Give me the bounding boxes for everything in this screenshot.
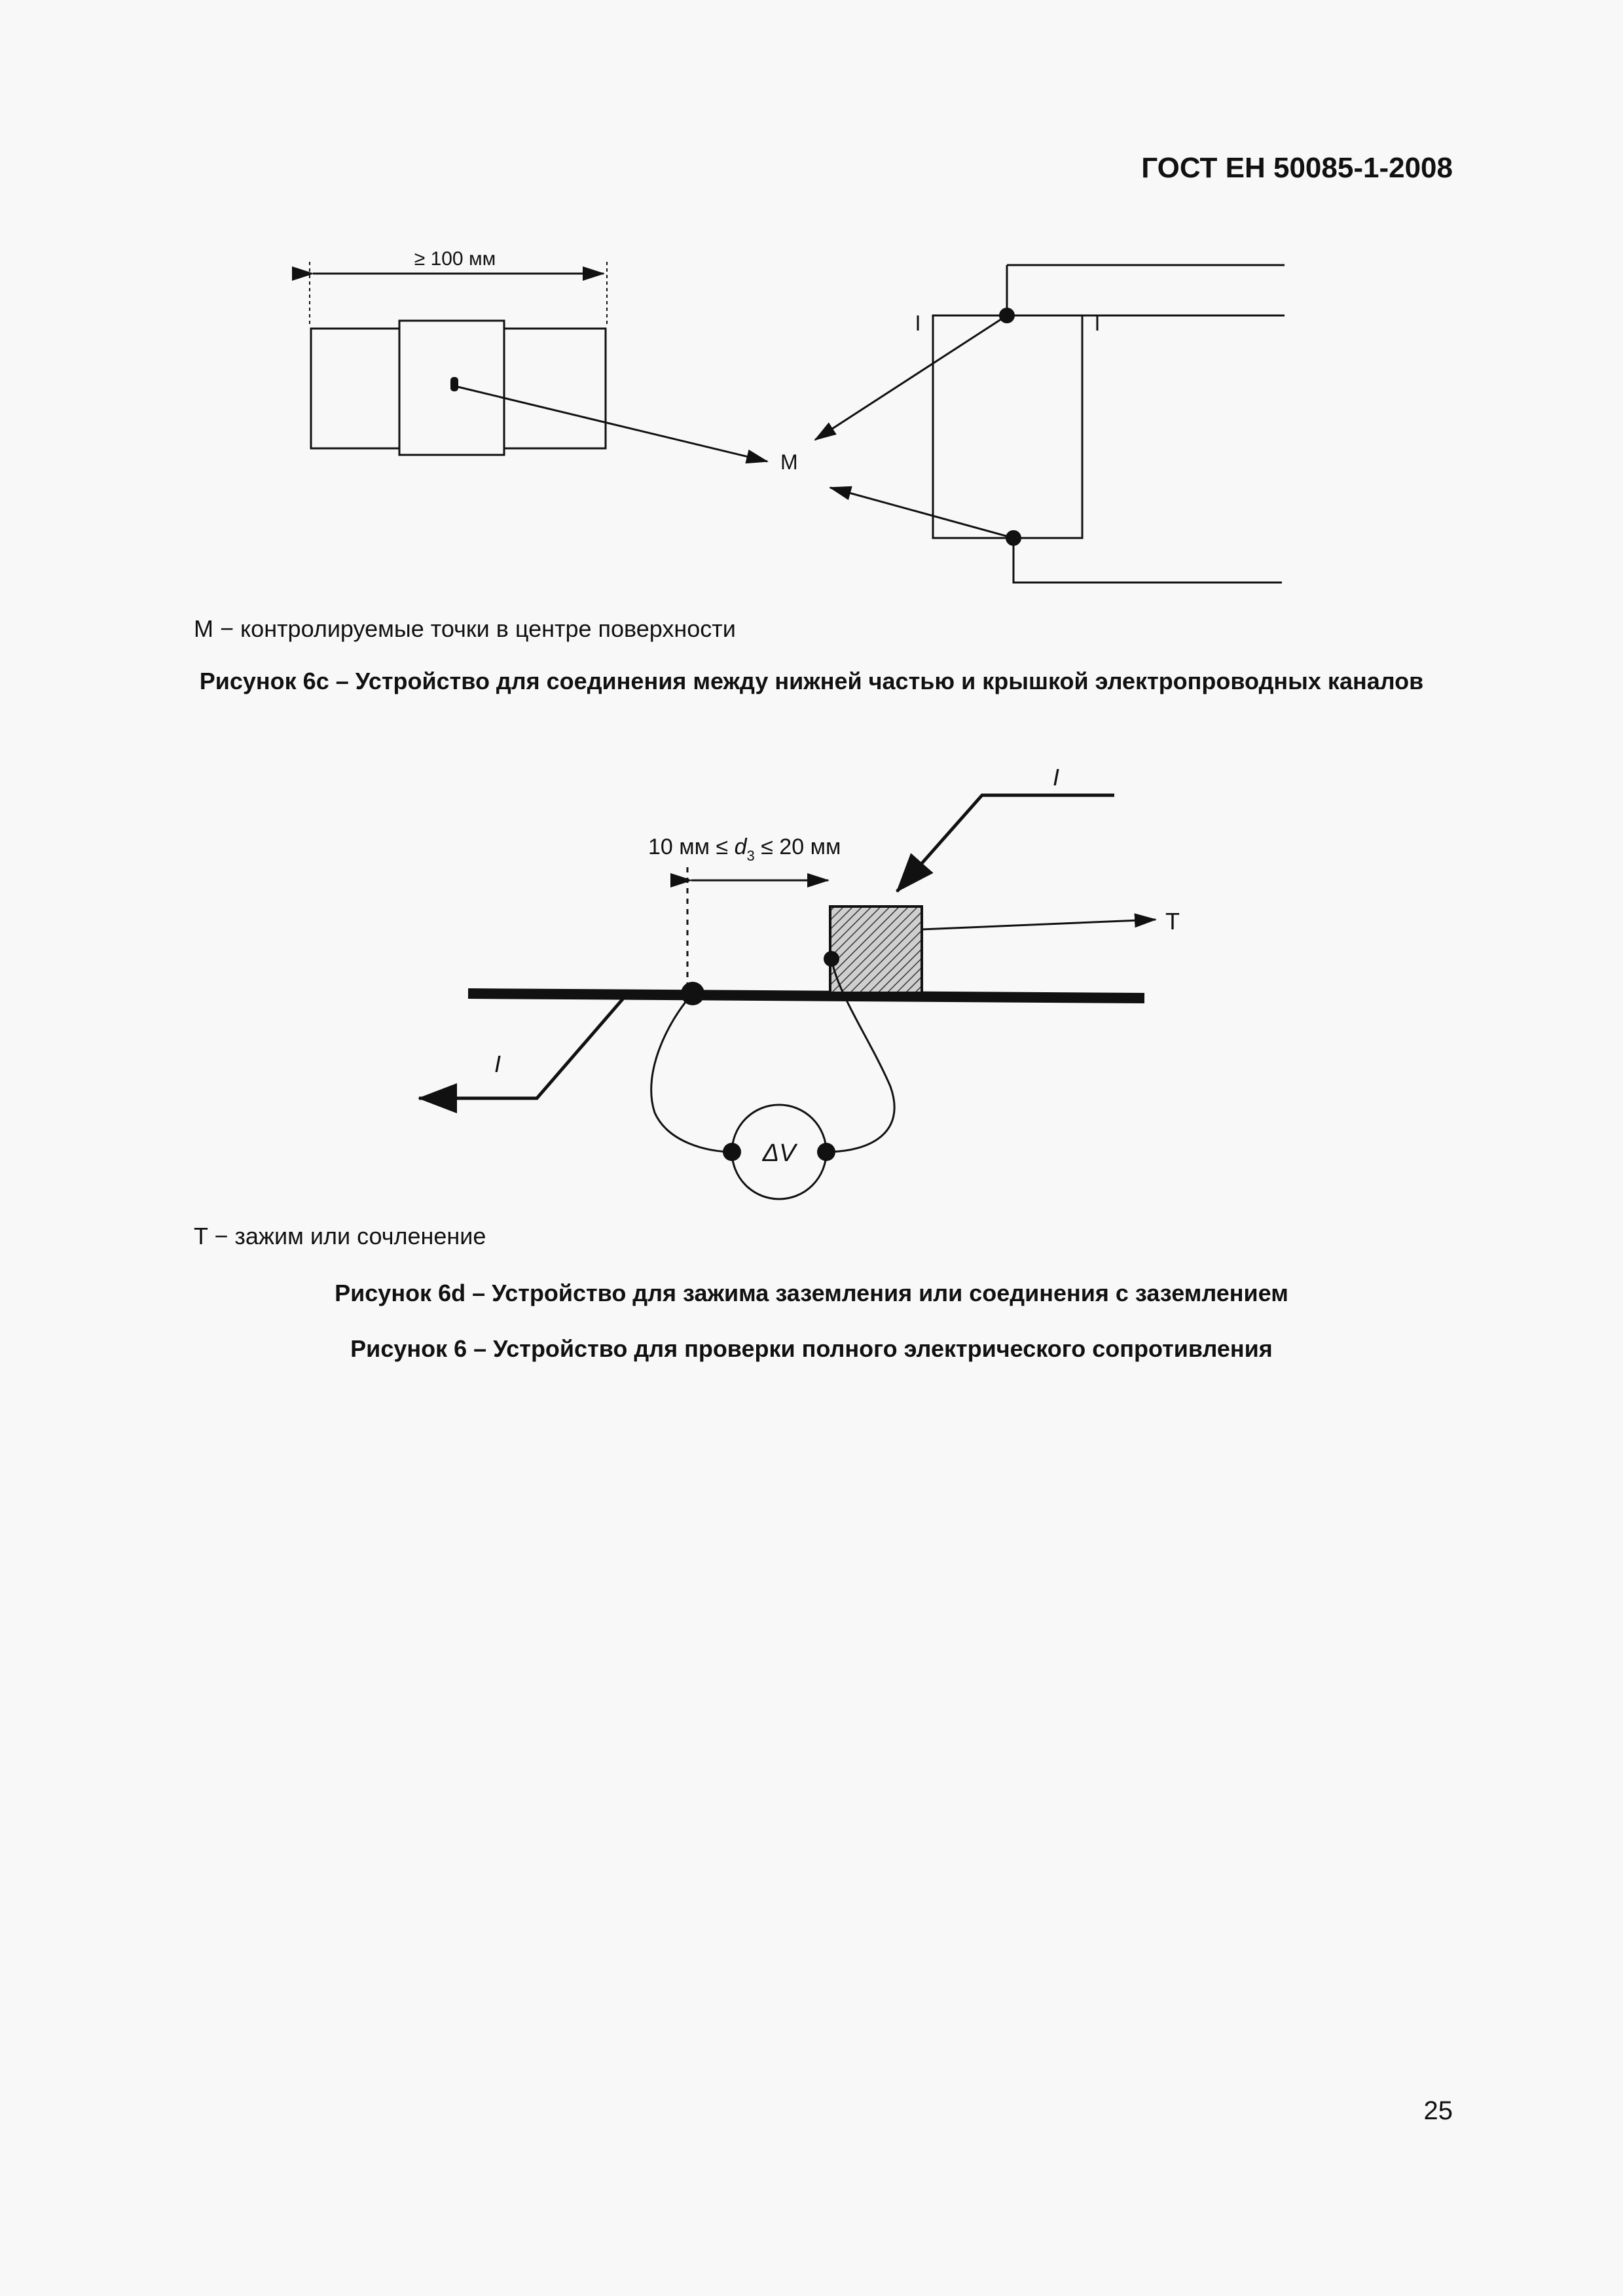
figure-6d-legend: T − зажим или сочленение — [194, 1223, 486, 1249]
voltmeter-label: ΔV — [762, 1139, 796, 1167]
point-label-m: M — [780, 450, 798, 474]
current-out-lead — [419, 996, 625, 1098]
voltmeter-terminal-left — [723, 1143, 741, 1161]
dimension-label: ≥ 100 мм — [414, 248, 496, 270]
terminal-label: T — [1165, 908, 1180, 935]
figure-6c-caption: Рисунок 6c – Устройство для соединения между нижней частью и крышкой электропроводных каналов — [199, 668, 1424, 694]
distance-label: 10 мм ≤ $d_3 \le 20$ мм — [648, 834, 841, 864]
voltmeter-terminal-right — [817, 1143, 835, 1161]
figure-6d-caption: Рисунок 6d – Устройство для зажима заземления или соединения с заземлением — [335, 1280, 1288, 1306]
current-label-top: I — [1053, 764, 1060, 791]
voltmeter-lead-left — [651, 994, 732, 1152]
figure-6-caption: Рисунок 6 – Устройство для проверки полного электрического сопротивления — [350, 1335, 1273, 1362]
terminal-arrow — [922, 920, 1156, 929]
page-number: 25 — [1423, 2096, 1453, 2125]
terminal-block — [830, 906, 922, 993]
conductor-bar — [468, 994, 1144, 998]
standard-code: ГОСТ ЕН 50085-1-2008 — [1141, 152, 1453, 184]
current-in-lead — [897, 795, 1114, 891]
current-label-bottom: I — [494, 1050, 501, 1077]
figure-6c-legend: M − контролируемые точки в центре поверхности — [194, 615, 736, 642]
